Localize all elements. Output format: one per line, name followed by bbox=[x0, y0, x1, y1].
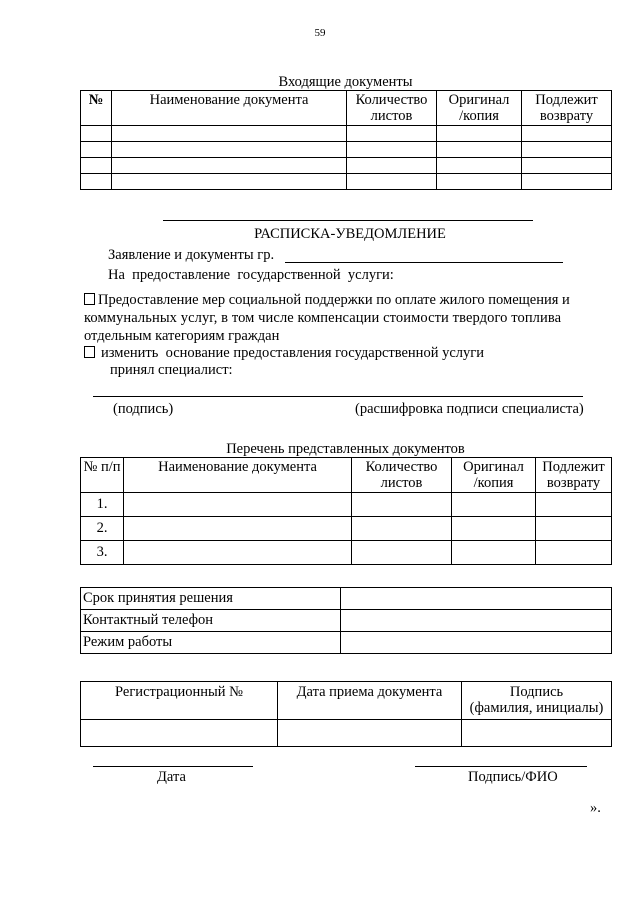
work-hours-label: Режим работы bbox=[81, 632, 341, 654]
table-cell[interactable] bbox=[452, 493, 536, 517]
table-row bbox=[81, 158, 612, 174]
table-cell[interactable] bbox=[437, 158, 522, 174]
info-table bbox=[80, 587, 612, 654]
table-cell[interactable] bbox=[522, 126, 612, 142]
contact-phone-value[interactable] bbox=[341, 610, 612, 632]
incoming-header-row bbox=[81, 91, 612, 126]
option-2-checkbox[interactable] bbox=[84, 346, 95, 358]
incoming-header-orig-l1: Оригинал bbox=[448, 92, 510, 108]
applicant-name-line[interactable] bbox=[285, 262, 563, 263]
contact-phone-label: Контактный телефон bbox=[81, 610, 341, 632]
table-cell[interactable] bbox=[124, 493, 352, 517]
table-row bbox=[81, 517, 612, 541]
table-cell[interactable] bbox=[112, 158, 347, 174]
option-1-checkbox[interactable] bbox=[84, 293, 95, 305]
option-2 bbox=[84, 345, 484, 362]
table-cell[interactable] bbox=[81, 142, 112, 158]
page-number: 59 bbox=[314, 27, 326, 39]
table-cell[interactable] bbox=[112, 174, 347, 190]
row-number: 3. bbox=[81, 541, 124, 565]
option-1-line-2: коммунальных услуг, в том числе компенсации стоимости твердого топлива bbox=[84, 310, 562, 326]
registration-table bbox=[80, 681, 612, 747]
table-cell[interactable] bbox=[536, 493, 612, 517]
table-cell[interactable] bbox=[437, 142, 522, 158]
table-row bbox=[81, 126, 612, 142]
accepted-by-label: принял специалист: bbox=[110, 362, 233, 378]
submitted-header-ret-l1: Подлежит bbox=[542, 459, 605, 475]
closing-quote: ». bbox=[590, 800, 601, 816]
signature-header-l1: Подпись bbox=[509, 684, 564, 700]
table-cell[interactable] bbox=[124, 517, 352, 541]
table-row bbox=[81, 720, 612, 747]
submitted-header-orig-l2: /копия bbox=[473, 475, 514, 491]
work-hours-value[interactable] bbox=[341, 632, 612, 654]
submitted-header-ret-l2: возврату bbox=[546, 475, 601, 491]
submitted-header-qty-l1: Количество bbox=[365, 459, 438, 475]
notice-applicant-label: Заявление и документы гр. bbox=[108, 247, 275, 263]
table-cell[interactable] bbox=[81, 126, 112, 142]
table-cell[interactable] bbox=[522, 158, 612, 174]
decode-caption: (расшифровка подписи специалиста) bbox=[355, 401, 584, 417]
table-cell[interactable] bbox=[352, 517, 452, 541]
row-number: 2. bbox=[81, 517, 124, 541]
table-row bbox=[81, 142, 612, 158]
signature-header-l2: (фамилия, инициалы) bbox=[469, 700, 604, 716]
incoming-header-num: № bbox=[81, 91, 112, 126]
incoming-header-orig bbox=[437, 91, 522, 126]
sign-caption: (подпись) bbox=[113, 401, 174, 417]
table-cell[interactable] bbox=[437, 174, 522, 190]
incoming-header-ret bbox=[522, 91, 612, 126]
notice-service-label: На предоставление государственной услуги: bbox=[108, 267, 394, 283]
decision-term-value[interactable] bbox=[341, 588, 612, 610]
decision-term-label: Срок принятия решения bbox=[81, 588, 341, 610]
reg-number-header: Регистрационный № bbox=[81, 682, 278, 720]
table-cell[interactable] bbox=[112, 126, 347, 142]
incoming-title: Входящие документы bbox=[278, 74, 413, 90]
table-cell[interactable] bbox=[452, 517, 536, 541]
table-cell[interactable] bbox=[112, 142, 347, 158]
submitted-title: Перечень представленных документов bbox=[226, 441, 465, 457]
table-cell[interactable] bbox=[352, 541, 452, 565]
incoming-table bbox=[80, 90, 612, 190]
option-2-text: изменить основание предоставления государственной услуги bbox=[101, 345, 484, 361]
table-cell[interactable] bbox=[452, 541, 536, 565]
option-1-text-1: Предоставление мер социальной поддержки по оплате жилого помещения и bbox=[98, 292, 570, 308]
incoming-header-qty-l2: листов bbox=[370, 108, 413, 124]
submitted-header-row bbox=[81, 458, 612, 493]
signature-value[interactable] bbox=[462, 720, 612, 747]
specialist-sign-line[interactable] bbox=[93, 396, 583, 397]
date-label: Дата bbox=[157, 769, 186, 785]
signature-line[interactable] bbox=[415, 766, 587, 767]
option-1 bbox=[84, 291, 610, 345]
table-cell[interactable] bbox=[522, 174, 612, 190]
table-cell[interactable] bbox=[347, 174, 437, 190]
reception-date-header: Дата приема документа bbox=[278, 682, 462, 720]
row-number: 1. bbox=[81, 493, 124, 517]
table-cell[interactable] bbox=[124, 541, 352, 565]
incoming-header-qty bbox=[347, 91, 437, 126]
option-1-line-1 bbox=[84, 291, 610, 309]
submitted-header-qty bbox=[352, 458, 452, 493]
incoming-header-orig-l2: /копия bbox=[459, 108, 499, 124]
reg-number-value[interactable] bbox=[81, 720, 278, 747]
table-row bbox=[81, 588, 612, 610]
table-cell[interactable] bbox=[536, 541, 612, 565]
submitted-table bbox=[80, 457, 612, 565]
table-cell[interactable] bbox=[347, 126, 437, 142]
date-line[interactable] bbox=[93, 766, 253, 767]
submitted-header-num: № п/п bbox=[81, 458, 124, 493]
incoming-header-ret-l1: Подлежит bbox=[535, 92, 598, 108]
incoming-header-qty-l1: Количество bbox=[355, 92, 428, 108]
table-cell[interactable] bbox=[522, 142, 612, 158]
separator-line bbox=[163, 220, 533, 221]
table-cell[interactable] bbox=[437, 126, 522, 142]
table-cell[interactable] bbox=[81, 174, 112, 190]
submitted-header-ret bbox=[536, 458, 612, 493]
signature-header bbox=[462, 682, 612, 720]
table-cell[interactable] bbox=[352, 493, 452, 517]
registration-header-row bbox=[81, 682, 612, 720]
submitted-header-orig-l1: Оригинал bbox=[463, 459, 524, 475]
table-cell[interactable] bbox=[347, 142, 437, 158]
notice-title: РАСПИСКА-УВЕДОМЛЕНИЕ bbox=[254, 226, 446, 242]
table-row bbox=[81, 493, 612, 517]
table-cell[interactable] bbox=[81, 158, 112, 174]
table-row bbox=[81, 541, 612, 565]
option-1-line-3: отдельным категориям граждан bbox=[84, 328, 280, 344]
submitted-header-qty-l2: листов bbox=[380, 475, 423, 491]
table-row bbox=[81, 632, 612, 654]
table-row bbox=[81, 610, 612, 632]
reception-date-value[interactable] bbox=[278, 720, 462, 747]
sign-fio-label: Подпись/ФИО bbox=[468, 769, 558, 785]
table-row bbox=[81, 174, 612, 190]
table-cell[interactable] bbox=[347, 158, 437, 174]
table-cell[interactable] bbox=[536, 517, 612, 541]
incoming-header-name: Наименование документа bbox=[112, 91, 347, 126]
incoming-header-ret-l2: возврату bbox=[539, 108, 594, 124]
submitted-header-orig bbox=[452, 458, 536, 493]
submitted-header-name: Наименование документа bbox=[124, 458, 352, 493]
